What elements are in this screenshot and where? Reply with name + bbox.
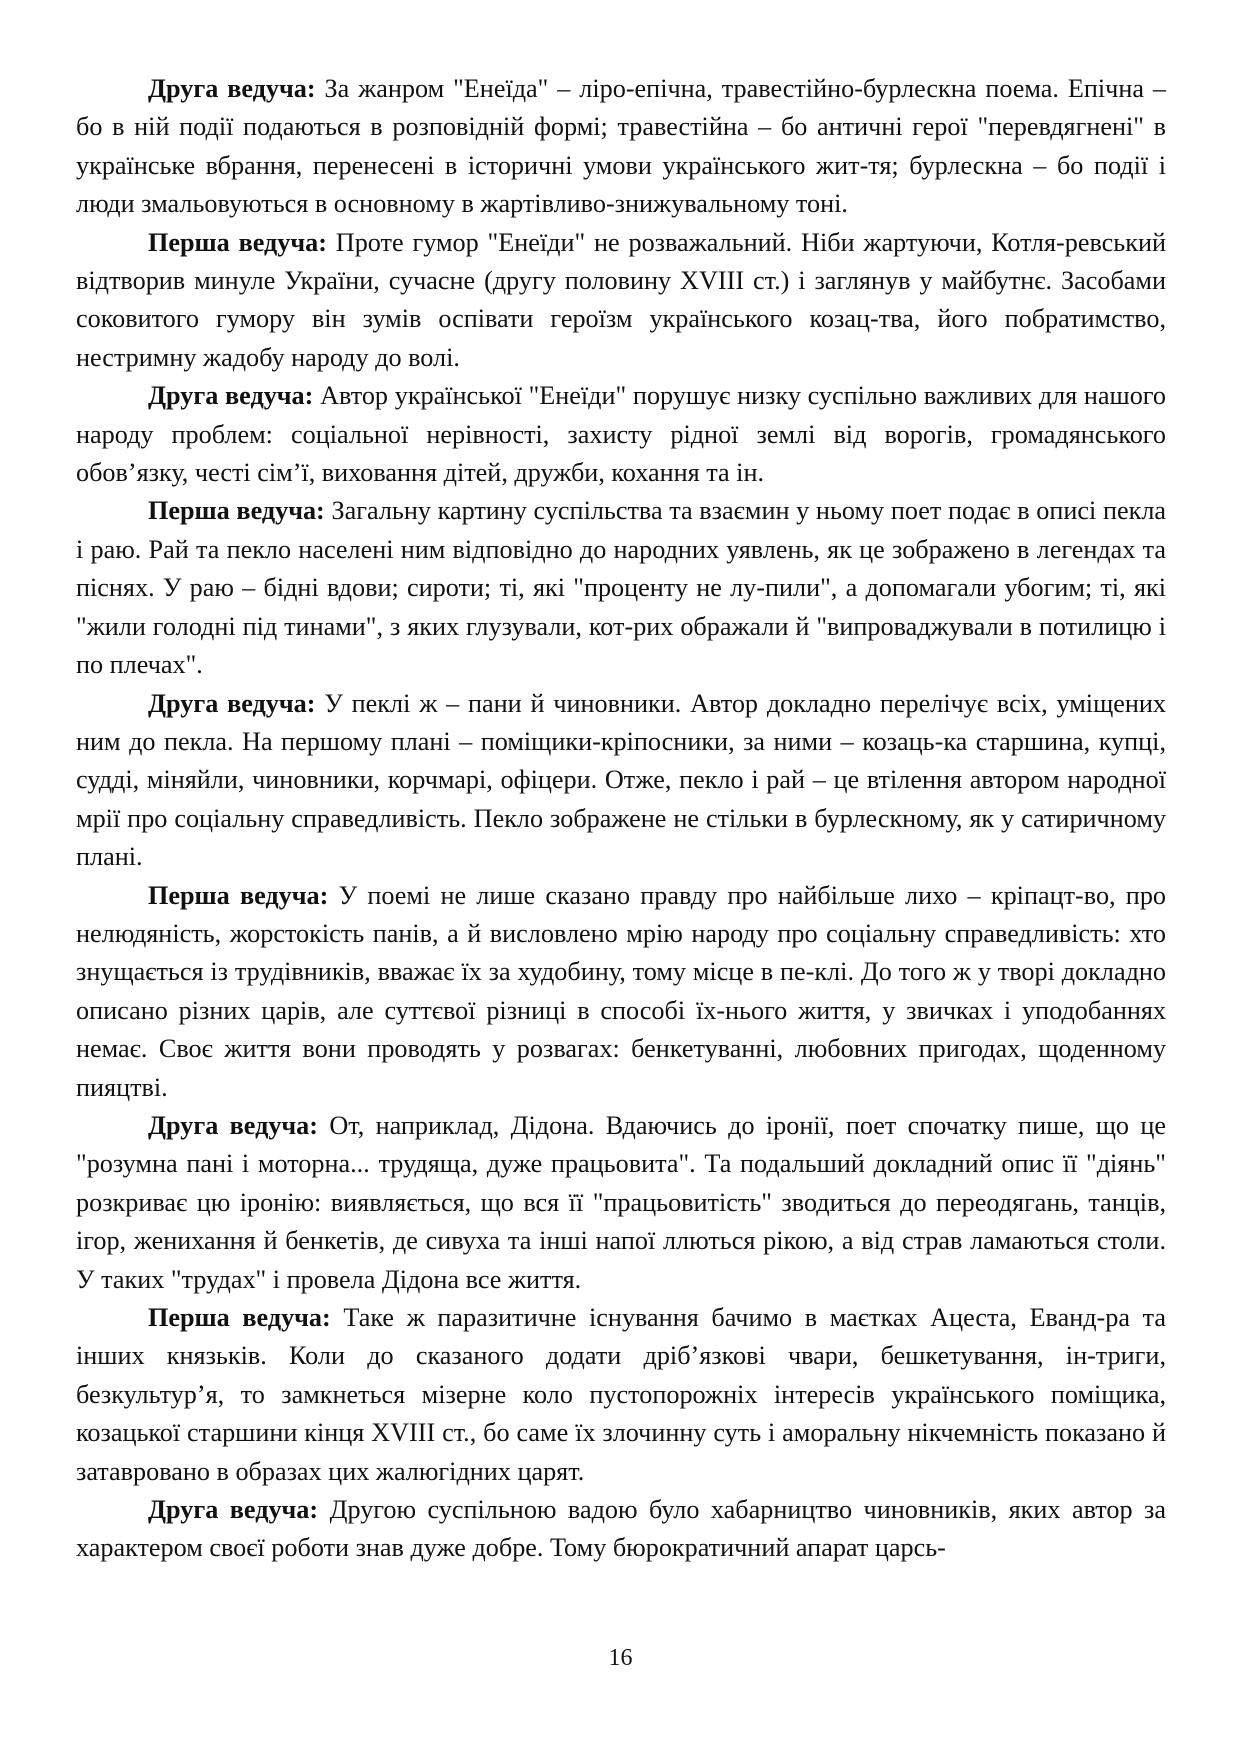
paragraph-text: У поемі не лише сказано правду про найбільше лихо – кріпацт-во, про нелюдяність, жорстокість панів, а й висловлено мрію народу про соціальну справедливість: хто знущається із трудівників, вважає їх за худобину, тому місце в пе-клі. До того ж у творі докладно описано різних царів, але суттєвої різниці в способі їх-нього життя, у звичках і уподобаннях немає. Своє життя вони проводять у розвагах: бенкетуванні, любовних пригодах, щоденному пияцтві. [76, 880, 1167, 1102]
paragraph-6 [76, 877, 1166, 1107]
page-number: 16 [608, 1645, 633, 1671]
document-body [76, 70, 1166, 1568]
paragraph-8 [76, 1299, 1166, 1491]
paragraph-text: Таке ж паразитичне існування бачимо в маєтках Ацеста, Еванд-ра та інших князьків. Коли до сказаного додати дріб’язкові чвари, бешкетування, ін-триги, безкультур’я, то замкнеться мізерне коло пустопорожніх інтересів українського поміщика, козацької старшини кінця XVIII ст., бо саме їх злочинну суть і аморальну нікчемність показано й затавровано в образах цих жалюгідних царят. [76, 1303, 1166, 1486]
paragraph-text: Другою суспільною вадою було хабарництво чиновників, яких автор за характером своєї роботи знав дуже добре. Тому бюрократичний апарат царсь- [76, 1495, 1166, 1563]
speaker-label: Друга ведуча: [148, 688, 316, 718]
paragraph-4 [76, 492, 1166, 684]
paragraph-text: Проте гумор "Енеїди" не розважальний. Ніби жартуючи, Котля-ревський відтворив минуле України, сучасне (другу половину XVIII ст.) і заглянув у майбутнє. Засобами соковитого гумору він зумів оспівати героїзм українського козац-тва, його побратимство, нестримну жадобу народу до волі. [76, 227, 1167, 372]
speaker-label: Перша ведуча: [148, 227, 327, 257]
paragraph-9 [76, 1491, 1166, 1568]
paragraph-text: Автор української "Енеїди" порушує низку суспільно важливих для нашого народу проблем: соціальної нерівності, захисту рідної землі від ворогів, громадянського обов’язку, честі сім’ї, виховання дітей, дружби, кохання та ін. [76, 381, 1166, 488]
speaker-label: Друга ведуча: [148, 1495, 319, 1525]
paragraph-text: Загальну картину суспільства та взаємин у ньому поет подає в описі пекла і раю. Рай та пекло населені ним відповідно до народних уявлень, як це зображено в легендах та піснях. У раю – бідні вдови; сироти; ті, які "проценту не лу-пили", а допомагали убогим; ті, які "жили голодні під тинами", з яких глузували, кот-рих ображали й "випроваджували в потилицю і по плечах". [76, 496, 1167, 680]
speaker-label: Перша ведуча: [148, 496, 325, 526]
speaker-label: Перша ведуча: [148, 880, 329, 910]
paragraph-text: За жанром "Енеїда" – ліро-епічна, травестійно-бурлескна поема. Епічна – бо в ній події подаються в розповідній формі; травестійна – бо античні герої "перевдягнені" в українське вбрання, перенесені в історичні умови українського жит-тя; бурлескна – бо події і люди змальовуються в основному в жартівливо-знижувальному тоні. [76, 74, 1166, 219]
paragraph-2 [76, 224, 1166, 378]
paragraph-7 [76, 1107, 1166, 1299]
paragraph-1 [76, 70, 1166, 224]
speaker-label: Друга ведуча: [148, 381, 314, 411]
speaker-label: Друга ведуча: [148, 74, 316, 103]
paragraph-text: От, наприклад, Дідона. Вдаючись до іронії, поет спочатку пише, що це "розумна пані і моторна... трудяща, дуже працьовита". Та подальший докладний опис її "діянь" розкриває цю іронію: виявляється, що вся її "працьовитість" зводиться до переодягань, танців, ігор, женихання й бенкетів, де сивуха та інші напої ллються рікою, а від страв ламаються столи. У таких "трудах" і провела Дідона все життя. [76, 1110, 1166, 1294]
paragraph-text: У пеклі ж – пани й чиновники. Автор докладно перелічує всіх, уміщених ним до пекла. На першому плані – поміщики-кріпосники, за ними – козаць-ка старшина, купці, судді, міняйли, чиновники, корчмарі, офіцери. Отже, пекло і рай – це втілення автором народної мрії про соціальну справедливість. Пекло зображене не стільки в бурлескному, як у сатиричному плані. [76, 688, 1166, 872]
paragraph-3 [76, 377, 1166, 492]
paragraph-5 [76, 685, 1166, 877]
speaker-label: Друга ведуча: [148, 1110, 318, 1140]
speaker-label: Перша ведуча: [148, 1303, 331, 1332]
